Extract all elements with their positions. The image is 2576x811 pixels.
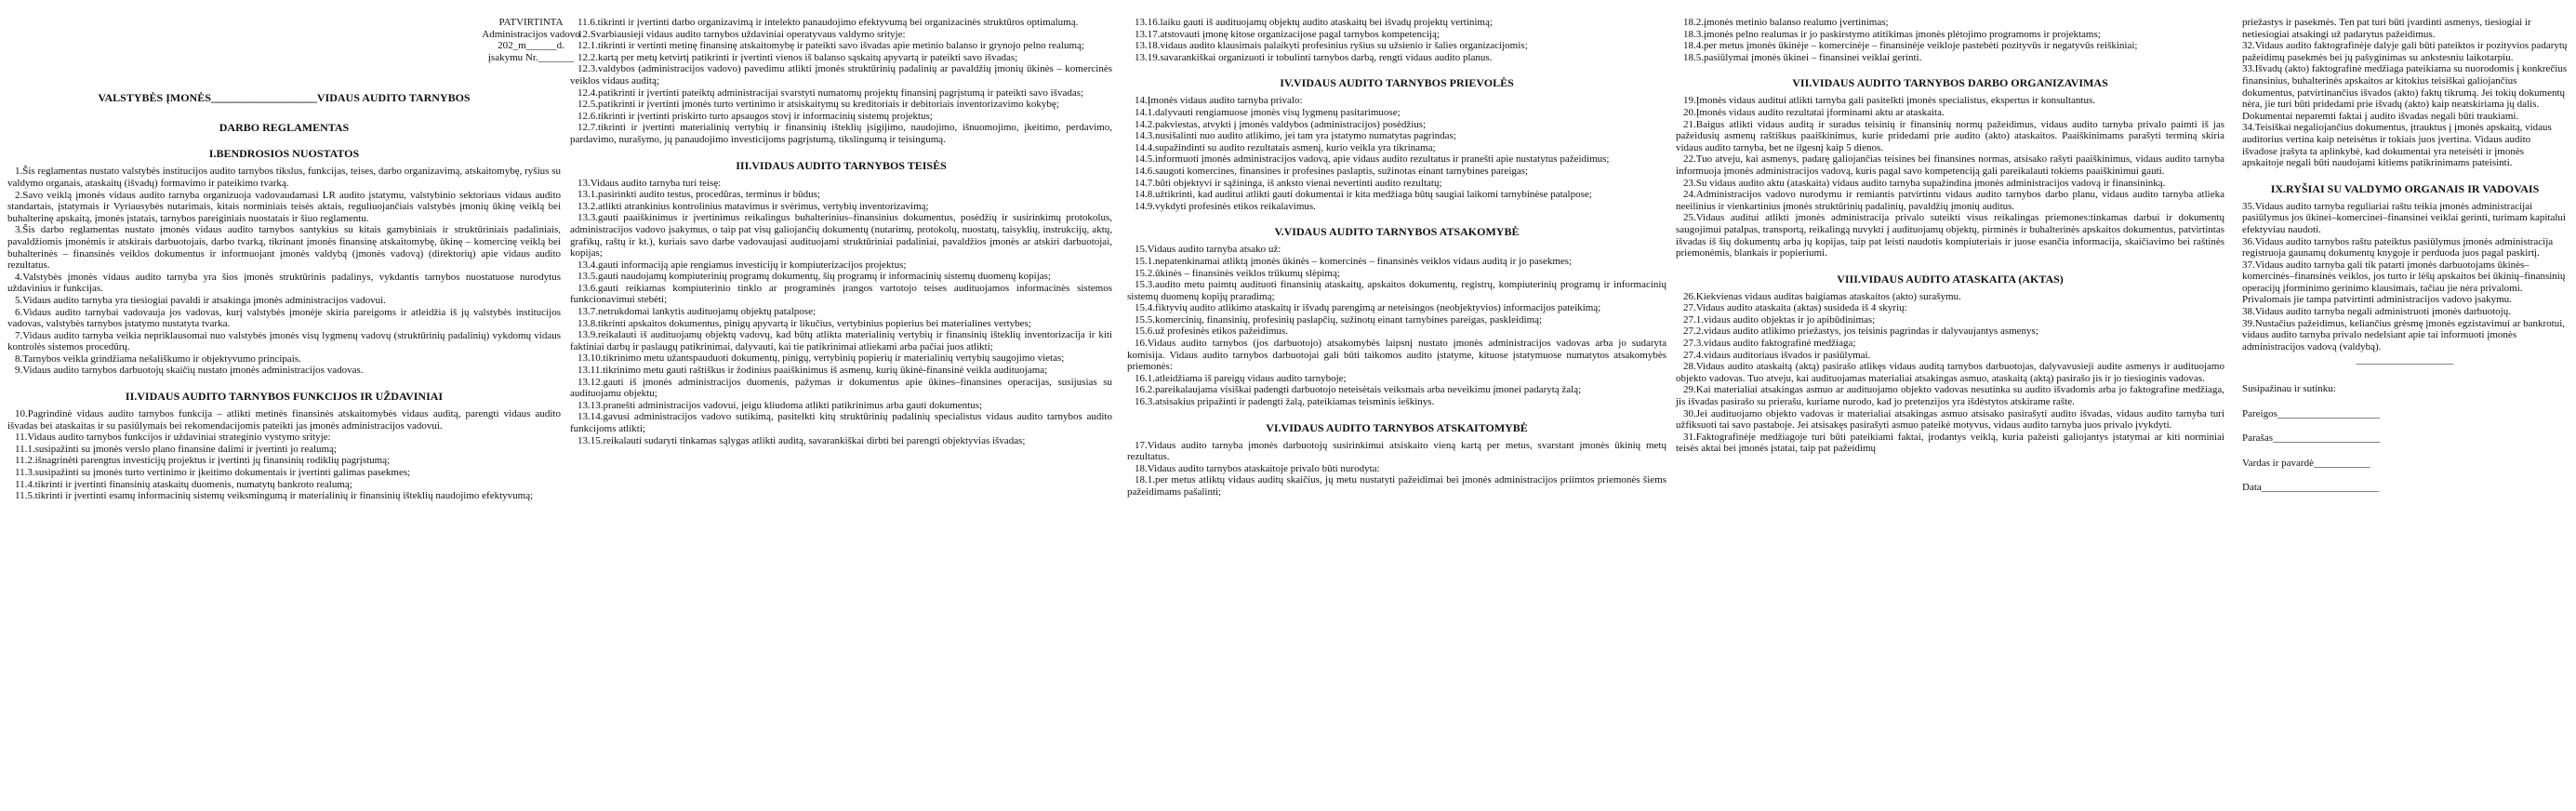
paragraph: 9.Vidaus audito tarnybos darbuotojų skaičių nustato įmonės administracijos vadovas. xyxy=(15,365,364,377)
paragraph: 13.19.savarankiškai organizuoti ir tobulinti tarnybos darbą, rengti vidaus audito planus. xyxy=(1135,51,1493,63)
paragraph: 10.Pagrindinė vidaus audito tarnybos funkcija – atlikti metinės finansinės atskaitomybės vidaus auditą, parengti vidaus audito išvadas bei ataskaitas ir su pasiūlymais bei rekomendacijomis pateikti jas įmonės administracijos vadovui. xyxy=(7,408,561,432)
paragraph: 3.Šis darbo reglamentas nustato įmonės vidaus audito tarnybos santykius su kitais gamybiniais ir struktūriniais padaliniais, pavaldžiomis įmonėmis ir atskirais darbuotojais, darbo tvarką, tikrinant įmonės finansinę atskaitomybę, ūkinę – komercinę veiklą bei buhalterinės – finansinės veiklos dokumentus ir informuojant įmonės valdybą (įmonės vadovą) (direktorių) apie vidaus audito rezultatus. xyxy=(7,224,561,272)
paragraph: 12.3.valdybos (administracijos vadovo) pavedimu atlikti įmonės struktūrinių padalinių ar pavaldžių įmonių ūkinės – komercinės veiklos vidaus auditą; xyxy=(570,63,1112,86)
section-heading: III.VIDAUS AUDITO TARNYBOS TEISĖS xyxy=(736,158,947,172)
section-heading: IV.VIDAUS AUDITO TARNYBOS PRIEVOLĖS xyxy=(1280,76,1514,90)
paragraph: 13.7.netrukdomai lankytis audituojamų objektų patalpose; xyxy=(578,306,817,318)
paragraph: 13.15.reikalauti sudaryti tinkamas sąlygas atlikti auditą, savarankiškai dirbti bei parengti objektyvias išvadas; xyxy=(578,434,1026,446)
column-5 xyxy=(2242,17,2568,494)
paragraph: 8.Tarnybos veikla grindžiama nešališkumo ir objektyvumo principais. xyxy=(15,352,301,365)
paragraph: 11.5.tikrinti ir įvertinti esamų informacinių sistemų veiksmingumą ir materialinių ir finansinių išteklių naudojimo efektyvumą; xyxy=(15,490,534,502)
paragraph: 27.4.vidaus auditoriaus išvados ir pasiūlymai. xyxy=(1683,349,1871,361)
paragraph: 12.2.kartą per metų ketvirtį patikrinti ir įvertinti vienos iš balanso sąskaitų apyvartą ir pateikti savo išvadas; xyxy=(578,51,1018,63)
paragraph: 22.Tuo atveju, kai asmenys, padarę galiojančias teisines bei finansines normas, atsisako rašyti paaiškinimus, vidaus audito tarnyba informuoja įmonės administracijos vadovą, kuris pagal savo kompetenciją gali pareikalauti tokiems paaiškinimui gauti. xyxy=(1676,153,2224,177)
paragraph: 14.4.supažindinti su audito rezultatais asmenį, kurio veikla yra tikrinama; xyxy=(1135,141,1436,153)
paragraph: 13.Vidaus audito tarnyba turi teisę: xyxy=(578,177,722,189)
position-field[interactable]: Pareigos____________________ xyxy=(2242,407,2380,419)
paragraph: 31.Faktografinėje medžiagoje turi būti pateikiami faktai, įrodantys veiklą, kuria pažeisti galiojantys įstatymai ar kiti norminiai teisės aktai bei įmonės įstatai, taip pat pažeidimų xyxy=(1676,431,2224,455)
section-heading: VIII.VIDAUS AUDITO ATASKAITA (AKTAS) xyxy=(1837,272,2064,286)
paragraph: 37.Vidaus audito tarnyba gali tik patarti įmonės darbuotojams ūkinės–komercinės–finansinės veiklos, jos turto ir lėšų apskaitos bei ūkinių–finansinių operacijų įforminimo gerinimo klausimais, tačiau jie nėra privalomi. Privalomais jie tampa patvirtinti administracijos vadovo įsakymu. xyxy=(2242,259,2566,306)
end-divider: ___________________ xyxy=(2356,354,2454,366)
paragraph: 11.1.susipažinti su įmonės verslo plano finansine dalimi ir įvertinti jo realumą; xyxy=(15,443,338,455)
column-3 xyxy=(1127,17,1666,499)
paragraph: 7.Vidaus audito tarnyba veikia nepriklausomai nuo valstybės įmonės visų lygmenų vadovų (struktūrinių padalinių) vykdomų vidaus kontrolės sistemos procedūrų. xyxy=(7,329,561,353)
paragraph: 30.Jei audituojamo objekto vadovas ir materialiai atsakingas asmuo atsisako pasirašyti audito išvadas, vidaus audito tarnyba turi užfiksuoti tai savo pastaboje. Jei atsisakęs pasirašyti asmuo pateikė motyvus, vidaus audito tarnyba juos privalo įvykdyti. xyxy=(1676,407,2224,432)
paragraph: 15.6.už profesinės etikos pažeidimus. xyxy=(1135,326,1288,338)
approval-line: įsakymu Nr._______ xyxy=(487,51,575,63)
paragraph: 15.2.ūkinės – finansinės veiklos trūkumų slėpimą; xyxy=(1135,267,1340,279)
paragraph: 14.8.užtikrinti, kad auditui atlikti gauti dokumentai ir kita medžiaga būtų saugiai laikomi tarnybinėse patalpose; xyxy=(1135,189,1592,201)
paragraph: 26.Kiekvienas vidaus auditas baigiamas ataskaitos (akto) surašymu. xyxy=(1683,290,1961,302)
column-3-flow xyxy=(1127,17,1666,499)
column-4 xyxy=(1676,17,2224,455)
paragraph: 11.6.tikrinti ir įvertinti darbo organizavimą ir intelekto panaudojimo efektyvumą bei organizacinės struktūros optimalumą. xyxy=(578,17,1079,28)
paragraph: 14.1.dalyvauti rengiamuose įmonės visų lygmenų pasitarimuose; xyxy=(1135,106,1401,118)
paragraph: 29.Kai materialiai atsakingas asmuo ar audituojamo objekto vadovas nesutinka su audito išvadomis arba jo faktografine medžiaga, jis išvadas pasirašo su prierašu, kuriame nurodo, kad jo pretenzijos yra išdėstytos atskirame rašte. xyxy=(1676,384,2224,408)
paragraph: 32.Vidaus audito faktografinėje dalyje gali būti pateiktos ir pozityvios padarytų pažeidimų pasekmės bei jų pašyginimas su ankstesniu laikotarpiu. xyxy=(2242,40,2568,63)
paragraph: 15.1.nepatenkinamai atliktą įmonės ūkinės – komercinės – finansinės veiklos vidaus auditą ir jo pasekmes; xyxy=(1135,255,1573,267)
date-field[interactable]: Data_______________________ xyxy=(2242,482,2380,494)
paragraph: 13.8.tikrinti apskaitos dokumentus, pinigų apyvartą ir likučius, vertybinius popierius bei materialines vertybes; xyxy=(578,317,1031,329)
paragraph: 27.1.vidaus audito objektas ir jo apibūdinimas; xyxy=(1683,313,1876,326)
paragraph: 2.Savo veiklą įmonės vidaus audito tarnyba organizuoja vadovaudamasi LR audito įstatymu, valstybinio sektoriaus vidaus audito standartais, įstatymais ir Vyriausybės nutarimais, kitais norminiais teisės aktais, reguliuojančiais valstybės įmonių ūkinę veiklą bei buhalterinę apskaitą, įmonės įstatais, tarnybos pareiginiais nuostatais ir šiuo reglamentu. xyxy=(7,189,561,224)
section-heading: VII.VIDAUS AUDITO TARNYBOS DARBO ORGANIZAVIMAS xyxy=(1792,76,2108,90)
paragraph: 14.Įmonės vidaus audito tarnyba privalo: xyxy=(1135,95,1303,107)
document-title: VALSTYBĖS ĮMONĖS___________________VIDAUS AUDITO TARNYBOS xyxy=(98,91,471,105)
paragraph: 14.9.vykdyti profesinės etikos reikalavimus. xyxy=(1135,200,1316,212)
paragraph: 18.3.įmonės pelno realumas ir jo paskirstymo atitikimas įmonės plėtojimo programoms ir projektams; xyxy=(1683,28,2101,40)
section-heading: VI.VIDAUS AUDITO TARNYBOS ATSKAITOMYBĖ xyxy=(1266,420,1528,434)
column-4-flow xyxy=(1676,17,2224,455)
paragraph: 33.Išvadų (akto) faktografinė medžiaga pateikiama su nuorodomis į konkrečius finansinius, buhalterinės apskaitos ar kitokius teisiškai galiojančius dokumentus, patvirtinančius išvados (akto) faktų tikrumą. Jei tokių dokumentų nėra, jie turi būti pridedami prie išvadų (akto) kaip neatskiriama jų dalis. Dokumentai neparemti faktai į audito išvadas negali būti traukiami. xyxy=(2242,63,2568,122)
paragraph: 14.7.būti objektyvi ir sąžininga, iš anksto vienai nevertinti audito rezultatų; xyxy=(1135,177,1442,189)
acknowledgement-label: Susipažinau ir sutinku: xyxy=(2242,383,2336,395)
paragraph: 25.Vidaus auditui atlikti įmonės administracija privalo suteikti visus reikalingas priemones:tinkamas darbui ir dokumentų saugojimui patalpas, transportą, reikalingą nuvykti į audituojamų objektų, pirminės ir buhalterinės apskaitos dokumentus, patvirtintas išvadas iš šių dokumentų arba jų kopijas, taip pat leisti naudotis kompiuteriais ir juose esančia informacija, skaičiavimo bei raštinės priemonėmis, blankais ir popieriumi. xyxy=(1676,212,2224,259)
paragraph: 6.Vidaus audito tarnybai vadovauja jos vadovas, kurį valstybės įmonėje skiria pareigoms ir atleidžia iš jų valstybės institucijos vadovas, valstybės tarnybos įstatymo nustatyta tvarka. xyxy=(7,306,561,330)
paragraph: 12.6.tikrinti ir įvertinti priskirto turto apsaugos stovį ir informacinių sistemų projektus; xyxy=(578,110,933,122)
paragraph: 14.3.nusišalinti nuo audito atlikimo, jei tam yra įstatymo numatytas pagrindas; xyxy=(1135,130,1456,142)
paragraph: 13.13.pranešti administracijos vadovui, jeigu kliudoma atlikti patikrinimus arba gauti dokumentus; xyxy=(578,399,983,411)
paragraph: 27.3.vidaus audito faktografinė medžiaga; xyxy=(1683,338,1856,350)
paragraph: 18.2.įmonės metinio balanso realumo įvertinimas; xyxy=(1683,17,1889,28)
paragraph: 39.Nustačius pažeidimus, keliančius grėsmę įmonės egzistavimui ar bankrotui, vidaus audito tarnyba privalo nedelsiant apie tai informuoti įmonės administracijos vadovą (valdybą). xyxy=(2242,317,2566,352)
paragraph: 13.1.pasirinkti audito testus, procedūras, terminus ir būdus; xyxy=(578,189,820,201)
paragraph: 13.3.gauti paaiškinimus ir įvertinimus reikalingus buhalterinius–finansinius dokumentus, posėdžių ir susirinkimų protokolus, administracijos vadovo įsakymus, o taip pat visų galiojančių dokumentų (nutarimų, protokolų, nuostatų, taisyklių, instrukcijų, aktų, grafikų, raštų ir kt.), kuriais savo darbe vadovaujasi audituojami struktūriniai padaliniai, pavaldžios įmonės ar atskiri darbuotojai, kopijas; xyxy=(570,212,1112,259)
paragraph: 13.12.gauti iš įmonės administracijos duomenis, pažymas ir dokumentus apie ūkines–finansines operacijas, susijusias su audituojamu objektu; xyxy=(570,376,1112,400)
paragraph: 13.17.atstovauti įmonę kitose organizacijose pagal tarnybos kompetenciją; xyxy=(1135,28,1440,40)
paragraph: 14.6.saugoti komercines, finansines ir profesines paslaptis, sužinotas einant tarnybines pareigas; xyxy=(1135,165,1529,177)
paragraph: 16.3.atsisakius pripažinti ir padengti žalą, pateikiamas teisminis ieškinys. xyxy=(1135,396,1435,408)
approval-line: 202_m______d. xyxy=(498,40,564,52)
paragraph: 21.Baigus atlikti vidaus auditą ir suradus teisinių ir finansinių normų pažeidimus, vidaus audito tarnyba privalo paimti iš jas pažeidusių asmenų raštiškus paaiškinimus, kurie pridedami prie audito (akto) ataskaitos. Paaiškinimams parašyti terminą skiria vidaus audito tarnyba, bet ne ilgesnį kaip 5 dienos. xyxy=(1676,118,2224,153)
column-2-flow xyxy=(570,17,1112,446)
column-2 xyxy=(570,17,1112,446)
paragraph: 12.5.patikrinti ir įvertinti įmonės turto vertinimo ir atsiskaitymų su kreditoriais ir debitoriais inventorizavimo kokybę; xyxy=(578,99,1059,111)
paragraph: 5.Vidaus audito tarnyba yra tiesiogiai pavaldi ir atsakinga įmonės administracijos vadovui. xyxy=(15,294,386,306)
paragraph: 13.9.reikalauti iš audituojamų objektų vadovų, kad būtų atlikta materialinių vertybių ir finansinių išteklių inventorizacija ir kiti faktiniai darbų ir paslaugų patikrinimai, dalyvauti, kai tie patikrinimai atliekami arba pačiai juos atlikti; xyxy=(570,329,1112,352)
paragraph: 16.Vidaus audito tarnybos (jos darbuotojo) atsakomybės laipsnį nustato įmonės administracijos vadovas arba jo sudaryta komisija. Vidaus audito tarnybos darbuotojai gali būti taikomos audito įstatyme, kituose įstatymuose numatytos atsakomybės priemonės: xyxy=(1127,338,1666,373)
paragraph: 35.Vidaus audito tarnyba reguliariai raštu teikia įmonės administracijai pasiūlymus jos ūkinei–komercinei–finansinei veiklai gerinti, turimam kapitalui efektyviau naudoti. xyxy=(2242,200,2566,235)
section-heading: I.BENDROSIOS NUOSTATOS xyxy=(208,147,360,161)
column-1-flow xyxy=(7,147,561,501)
paragraph: 27.Vidaus audito ataskaita (aktas) susideda iš 4 skyrių: xyxy=(1683,302,1907,314)
paragraph: 13.18.vidaus audito klausimais palaikyti profesinius ryšius su užsienio ir šalies organizacijomis; xyxy=(1135,40,1528,52)
paragraph: 18.1.per metus atliktų vidaus auditų skaičius, jų metu nustatyti pažeidimai bei įmonės administracijos priimtos priemonės šiems pažeidimams pašalinti; xyxy=(1127,474,1666,498)
paragraph: 12.Svarbiausieji vidaus audito tarnybos uždaviniai operatyvaus valdymo srityje: xyxy=(578,28,906,40)
paragraph: 14.2.pakviestas, atvykti į įmonės valdybos (administracijos) posėdžius; xyxy=(1135,118,1427,130)
paragraph: 11.Vidaus audito tarnybos funkcijos ir uždaviniai strateginio vystymo srityje: xyxy=(15,432,331,444)
section-heading: IX.RYŠIAI SU VALDYMO ORGANAIS IR VADOVAIS xyxy=(2270,181,2540,195)
section-heading: II.VIDAUS AUDITO TARNYBOS FUNKCIJOS IR UŽDAVINIAI xyxy=(125,390,444,404)
paragraph: 13.11.tikrinimo metu gauti raštiškus ir žodinius paaiškinimus iš asmenų, kurių ūkinė-finansinė veikla audituojama; xyxy=(578,365,1048,377)
paragraph: 14.5.informuoti įmonės administracijos vadovą, apie vidaus audito rezultatus ir pranešti apie nustatytus pažeidimus; xyxy=(1135,153,1610,166)
paragraph: 38.Vidaus audito tarnyba negali administruoti įmonės darbuotojų. xyxy=(2242,306,2511,318)
paragraph: 16.1.atleidžiama iš pareigų vidaus audito tarnyboje; xyxy=(1135,372,1347,384)
paragraph: 17.Vidaus audito tarnyba įmonės darbuotojų susirinkimui atsiskaito vieną kartą per metus, svarstant įmonės ūkinių metų rezultatus. xyxy=(1127,439,1666,463)
paragraph: 15.3.audito metu paimtų audituoti finansinių ataskaitų, apskaitos dokumentų, registrų, kompiuterinių programų ir informacinių sistemų duomenų kopijų praradimą; xyxy=(1127,279,1666,302)
paragraph: 23.Su vidaus audito aktu (ataskaita) vidaus audito tarnyba supažindina įmonės administracijos vadovą ir finansininką. xyxy=(1683,177,2166,189)
paragraph: 11.3.susipažinti su įmonės turto vertinimo ir įkeitimo dokumentais ir įvertinti galimas pasekmes; xyxy=(15,467,411,479)
paragraph: 13.14.gavusi administracijos vadovo sutikimą, pasitelkti kitų struktūrinių padalinių specialistus vidaus audito tarnybos audito funkcijoms atlikti; xyxy=(570,411,1112,434)
column-5-flow xyxy=(2242,17,2568,352)
signature-field[interactable]: Parašas_____________________ xyxy=(2242,432,2381,445)
column-1 xyxy=(7,17,580,502)
approval-line: Administracijos vadovo xyxy=(482,28,580,40)
paragraph: 13.5.gauti naudojamų kompiuterinių programų dokumentų, šių programų ir informacinių sistemų duomenų kopijas; xyxy=(578,271,1051,283)
full-name-field[interactable]: Vardas ir pavardė___________ xyxy=(2242,457,2370,469)
document-subtitle: DARBO REGLAMENTAS xyxy=(219,121,350,135)
paragraph: 18.4.per metus įmonės ūkinėje – komercinėje – finansinėje veikloje pastebėti pozityvūs ir negatyvūs reiškiniai; xyxy=(1683,40,2138,52)
paragraph: 11.2.išnagrinėti parengtus investicijų projektus ir įvertinti jų finansinių rodiklių pagrįstumą; xyxy=(15,455,391,467)
paragraph: 13.2.atlikti atrankinius kontrolinius matavimus ir svėrimus, vertybių inventorizavimą; xyxy=(578,200,929,212)
paragraph: 13.6.gauti reikiamas kompiuterinio tinklo ar programinės įrangos vartotojo teises audituojamos informacinės sistemos funkcionavimui stebėti; xyxy=(570,282,1112,306)
paragraph: 15.Vidaus audito tarnyba atsako už: xyxy=(1135,244,1281,256)
paragraph: 27.2.vidaus audito atlikimo priežastys, jos teisinis pagrindas ir dalyvaujantys asmenys; xyxy=(1683,326,2038,338)
paragraph: 34.Teisiškai negaliojančius dokumentus, įtrauktus į įmonės apskaitą, vidaus auditorius vertina kaip neteisėtus ir tokiais juos įvertina. Vidaus audito išvadose įrašyta ta aplinkybė, kad dokumentai yra neteisėti ir įmonės apskaitoje negali būti naudojami kitiems patikrinimams pateisinti. xyxy=(2242,122,2552,169)
paragraph: 12.7.tikrinti ir įvertinti materialinių vertybių ir finansinių išteklių įsigijimo, naudojimo, išnuomojimo, įkeitimo, perdavimo, pardavimo, nurašymo, jų panaudojimo investicijoms pagrįstumą, tikslingumą ir teisingumą. xyxy=(570,122,1112,145)
section-heading: V.VIDAUS AUDITO TARNYBOS ATSAKOMYBĖ xyxy=(1274,225,1520,239)
paragraph: 20.Įmonės vidaus audito rezultatai įforminami aktu ar ataskaita. xyxy=(1683,106,1945,118)
paragraph: 24.Administracijos vadovo nurodymu ir remiantis patvirtintu vidaus audito tarnybos darbo planu, vidaus audito tarnyba atlieka neeilinius ir vienkartinius įmonės struktūrinių padalinių, pavaldžių įmonių auditus. xyxy=(1676,189,2224,212)
paragraph: 15.5.komercinių, finansinių, profesinių paslapčių, sužinotų einant tarnybines pareigas, paskleidimą; xyxy=(1135,313,1543,326)
paragraph: priežastys ir pasekmės. Ten pat turi būti įvardinti asmenys, tiesiogiai ir netiesiogiai atsakingi už padarytus pažeidimus. xyxy=(2242,17,2531,40)
paragraph: 13.4.gauti informaciją apie rengiamus investicijų ir kompiuterizacijos projektus; xyxy=(578,259,907,271)
paragraph: 18.Vidaus audito tarnybos ataskaitoje privalo būti nurodyta: xyxy=(1135,462,1380,474)
paragraph: 28.Vidaus audito ataskaitą (aktą) pasirašo atlikęs vidaus auditą tarnybos darbuotojas, dalyvavusieji audite asmenys ir audituojamo objekto vadovas. Tuo atveju, kai audituojamas materialiai atsakingas asmuo, ataskaitą (aktą) pasirašo jis ir jo tiesioginis vadovas. xyxy=(1676,361,2224,384)
paragraph: 12.4.patikrinti ir įvertinti pateiktų administracijai svarstyti numatomų projektų finansinį pagrįstumą ir pateikti savo išvadas; xyxy=(578,86,1084,99)
paragraph: 13.16.laiku gauti iš audituojamų objektų audito ataskaitų bei išvadų projektų vertinimą; xyxy=(1135,17,1493,28)
paragraph: 19.Įmonės vidaus auditui atlikti tarnyba gali pasitelkti įmonės specialistus, ekspertus ir konsultantus. xyxy=(1683,95,2095,107)
paragraph: 1.Šis reglamentas nustato valstybės institucijos audito tarnybos tikslus, funkcijas, teises, darbo organizavimą, atskaitomybę, ryšius su valdymo organais, ataskaitų (išvadų) formavimo ir pateikimo tvarką. xyxy=(7,166,561,189)
paragraph: 12.1.tikrinti ir vertinti metinę finansinę atskaitomybę ir pateikti savo išvadas apie metinio balanso ir grynojo pelno realumą; xyxy=(578,40,1084,52)
paragraph: 13.10.tikrinimo metu užantspauduoti dokumentų, pinigų, vertybinių popierių ir materialinių vertybių saugojimo vietas; xyxy=(578,352,1065,365)
paragraph: 18.5.pasiūlymai įmonės ūkinei – finansinei veiklai gerinti. xyxy=(1683,51,1922,63)
paragraph: 11.4.tikrinti ir įvertinti finansinių ataskaitų duomenis, numatytų bankroto realumą; xyxy=(15,478,352,490)
paragraph: 15.4.fiktyvių audito atlikimo ataskaitų ir išvadų parengimą ar neteisingos (neobjektyvios) informacijos pateikimą; xyxy=(1135,302,1601,314)
paragraph: 4.Valstybės įmonės vidaus audito tarnyba yra šios įmonės struktūrinis padalinys, vykdantis tarnybos nuostatuose nurodytus uždavinius ir funkcijas. xyxy=(7,271,561,295)
paragraph: 16.2.pareikalaujama visiškai padengti darbuotojo neteisėtais veiksmais arba neveikimu įmonei padarytą žalą; xyxy=(1135,384,1582,396)
approval-line: PATVIRTINTA xyxy=(498,17,564,28)
paragraph: 36.Vidaus audito tarnybos raštu pateiktus pasiūlymus įmonės administracija registruoja gaunamų dokumentų knygoje ir perduoda juos pagal paskirtį. xyxy=(2242,235,2554,259)
